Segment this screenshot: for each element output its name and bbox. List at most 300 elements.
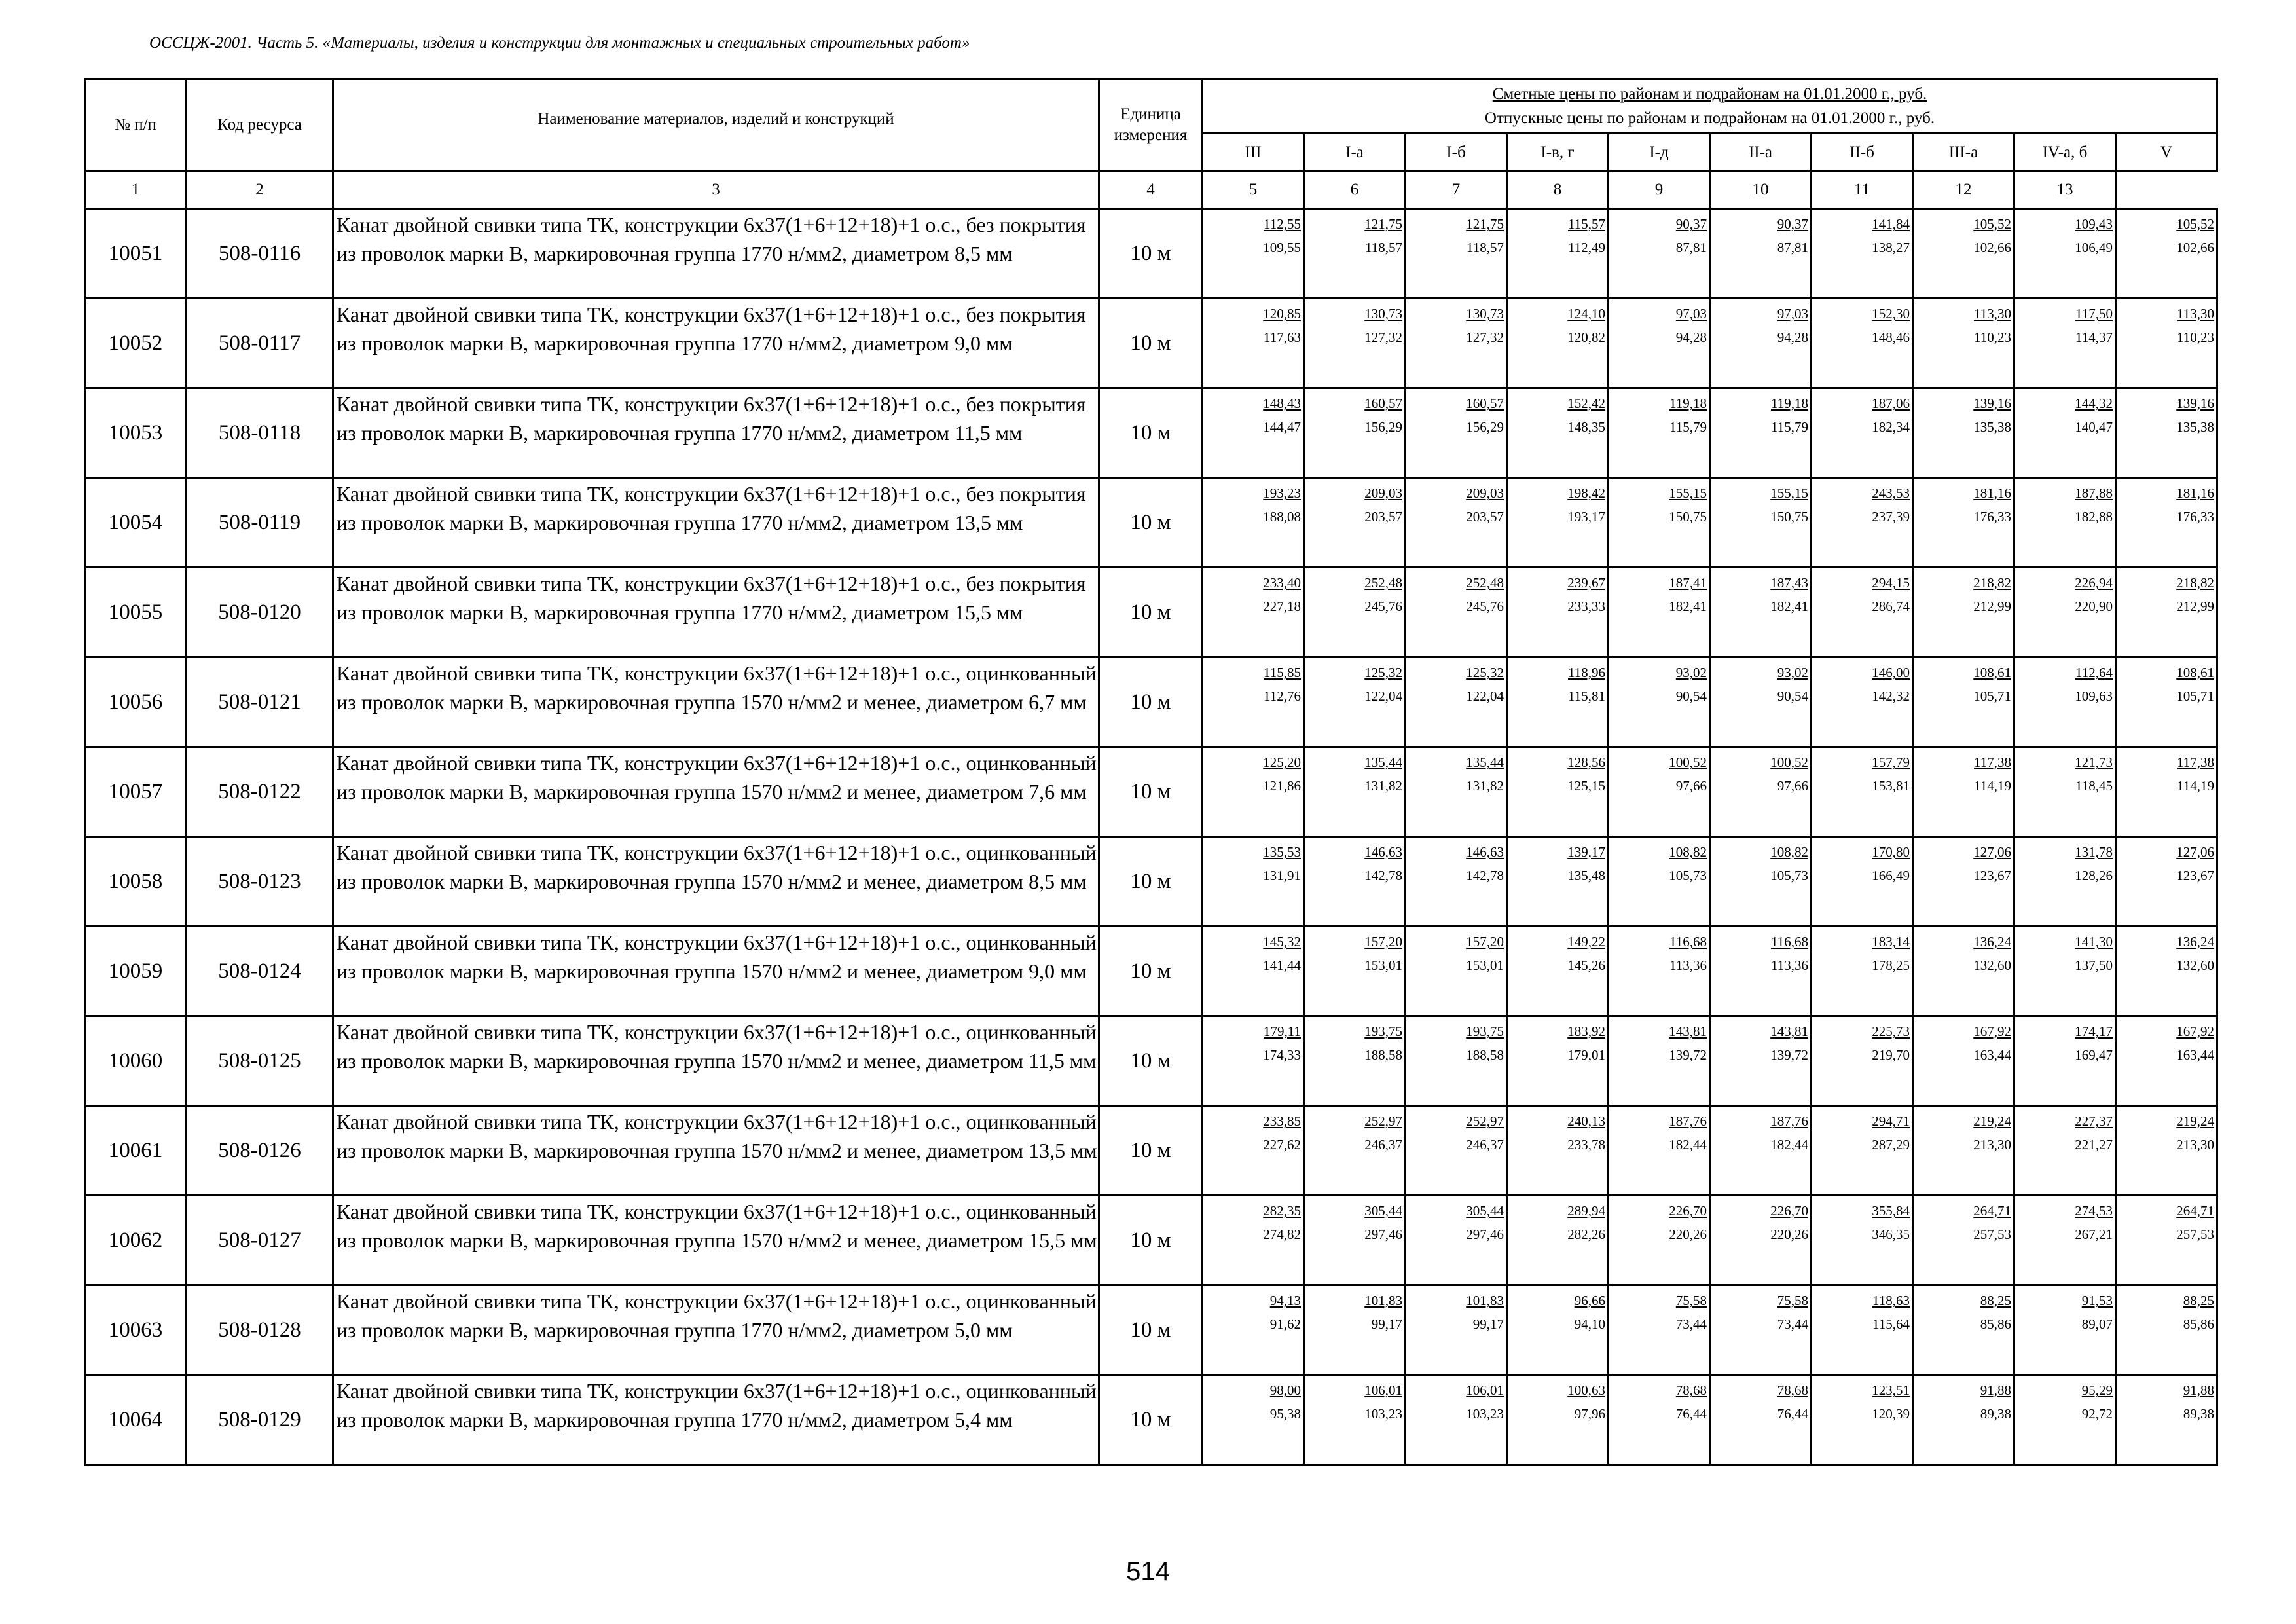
release-price: 176,33 <box>1973 509 2011 525</box>
estimate-price: 135,44 <box>1364 754 1402 770</box>
price-cell <box>1203 478 1304 568</box>
estimate-price: 90,37 <box>1777 216 1808 232</box>
release-price: 297,46 <box>1466 1227 1504 1242</box>
release-price: 90,54 <box>1675 688 1707 704</box>
unit-cell: 10 м <box>1099 388 1203 478</box>
price-cell <box>1406 1106 1507 1196</box>
column-number: 11 <box>1812 172 1913 209</box>
release-price: 76,44 <box>1675 1406 1707 1422</box>
release-price: 153,81 <box>1872 778 1910 794</box>
release-price: 156,29 <box>1364 419 1402 435</box>
price-cell <box>1304 927 1406 1016</box>
estimate-price: 112,64 <box>2075 665 2113 680</box>
release-price: 153,01 <box>1364 957 1402 973</box>
price-cell <box>1406 1285 1507 1375</box>
estimate-price: 226,70 <box>1669 1203 1707 1219</box>
price-cell <box>1406 299 1507 388</box>
release-price: 246,37 <box>1364 1137 1402 1153</box>
price-cell <box>1406 478 1507 568</box>
price-cell <box>1507 1196 1609 1285</box>
price-cell <box>1812 388 1913 478</box>
release-price: 246,37 <box>1466 1137 1504 1153</box>
estimate-price: 167,92 <box>2176 1024 2215 1039</box>
table-row <box>85 747 2217 837</box>
estimate-price: 239,67 <box>1567 575 1605 591</box>
release-price: 140,47 <box>2075 419 2113 435</box>
estimate-price: 187,06 <box>1872 396 1910 411</box>
column-number: 10 <box>1710 172 1812 209</box>
price-cell <box>1812 747 1913 837</box>
estimate-price: 97,03 <box>1675 306 1707 322</box>
estimate-price: 116,68 <box>1669 934 1707 950</box>
release-price: 182,44 <box>1669 1137 1707 1153</box>
material-name: Канат двойной свивки типа ТК, конструкции 6х37(1+6+12+18)+1 о.с., оцинкованный из проволок марки В, маркировочная группа 1770 н/мм2, диаметром 5,4 мм <box>333 1375 1099 1465</box>
release-price: 233,33 <box>1567 599 1605 614</box>
row-number: 10057 <box>85 747 187 837</box>
material-name: Канат двойной свивки типа ТК, конструкции 6х37(1+6+12+18)+1 о.с., без покрытия из проволок марки В, маркировочная группа 1770 н/мм2, диаметром 13,5 мм <box>333 478 1099 568</box>
price-cell <box>2014 1285 2116 1375</box>
release-price: 163,44 <box>2176 1047 2215 1063</box>
release-price: 115,64 <box>1872 1316 1910 1332</box>
estimate-price: 113,30 <box>2177 306 2215 322</box>
estimate-price: 136,24 <box>2176 934 2215 950</box>
release-price: 178,25 <box>1872 957 1910 973</box>
estimate-price: 105,52 <box>1973 216 2011 232</box>
price-cell <box>1406 1375 1507 1465</box>
estimate-price: 181,16 <box>1973 485 2011 501</box>
column-number: 1 <box>85 172 187 209</box>
header-num: № п/п <box>85 79 187 172</box>
column-number: 13 <box>2014 172 2116 209</box>
price-cell <box>1812 1196 1913 1285</box>
price-cell <box>1812 657 1913 747</box>
release-price: 282,26 <box>1567 1227 1605 1242</box>
price-cell <box>1913 927 2014 1016</box>
release-price: 142,32 <box>1872 688 1910 704</box>
resource-code: 508-0121 <box>187 657 333 747</box>
header-region: II-а <box>1710 134 1812 172</box>
price-cell <box>2014 1106 2116 1196</box>
release-price: 148,46 <box>1872 329 1910 345</box>
estimate-price: 120,85 <box>1263 306 1301 322</box>
estimate-price: 123,51 <box>1872 1382 1910 1398</box>
estimate-price: 93,02 <box>1675 665 1707 680</box>
release-price: 182,34 <box>1872 419 1910 435</box>
estimate-price: 218,82 <box>1973 575 2011 591</box>
release-price: 94,28 <box>1777 329 1808 345</box>
material-name: Канат двойной свивки типа ТК, конструкции 6х37(1+6+12+18)+1 о.с., оцинкованный из проволок марки В, маркировочная группа 1770 н/мм2, диаметром 5,0 мм <box>333 1285 1099 1375</box>
release-price: 112,76 <box>1264 688 1301 704</box>
unit-cell: 10 м <box>1099 657 1203 747</box>
estimate-price: 115,85 <box>1264 665 1301 680</box>
estimate-price: 274,53 <box>2075 1203 2113 1219</box>
price-cell <box>1913 388 2014 478</box>
resource-code: 508-0128 <box>187 1285 333 1375</box>
estimate-price: 96,66 <box>1574 1293 1605 1308</box>
estimate-price: 105,52 <box>2176 216 2215 232</box>
estimate-price: 294,71 <box>1872 1113 1910 1129</box>
release-price: 346,35 <box>1872 1227 1910 1242</box>
estimate-price: 152,42 <box>1567 396 1605 411</box>
price-cell <box>1304 568 1406 657</box>
price-cell <box>2014 299 2116 388</box>
release-price: 115,81 <box>1568 688 1605 704</box>
estimate-price: 193,75 <box>1466 1024 1504 1039</box>
estimate-price: 93,02 <box>1777 665 1808 680</box>
estimate-price: 117,50 <box>2075 306 2113 322</box>
estimate-price: 141,30 <box>2075 934 2113 950</box>
price-cell <box>1304 1196 1406 1285</box>
estimate-price: 95,29 <box>2081 1382 2113 1398</box>
row-number: 10062 <box>85 1196 187 1285</box>
release-price: 267,21 <box>2075 1227 2113 1242</box>
unit-cell: 10 м <box>1099 568 1203 657</box>
header-code: Код ресурса <box>187 79 333 172</box>
table-row <box>85 657 2217 747</box>
release-price: 145,26 <box>1567 957 1605 973</box>
release-price: 92,72 <box>2081 1406 2113 1422</box>
estimate-price: 187,76 <box>1770 1113 1808 1129</box>
release-price: 150,75 <box>1669 509 1707 525</box>
estimate-price: 227,37 <box>2075 1113 2113 1129</box>
material-name: Канат двойной свивки типа ТК, конструкции 6х37(1+6+12+18)+1 о.с., оцинкованный из проволок марки В, маркировочная группа 1570 н/мм2 и менее, диаметром 7,6 мм <box>333 747 1099 837</box>
price-cell <box>1812 209 1913 299</box>
row-number: 10063 <box>85 1285 187 1375</box>
unit-cell: 10 м <box>1099 1375 1203 1465</box>
price-cell <box>2116 478 2217 568</box>
release-price: 220,26 <box>1669 1227 1707 1242</box>
resource-code: 508-0129 <box>187 1375 333 1465</box>
release-price: 114,19 <box>1974 778 2011 794</box>
price-cell <box>1710 388 1812 478</box>
page-number: 514 <box>1126 1557 1170 1586</box>
estimate-price: 112,55 <box>1264 216 1301 232</box>
estimate-price: 97,03 <box>1777 306 1808 322</box>
release-price: 163,44 <box>1973 1047 2011 1063</box>
estimate-price: 264,71 <box>2176 1203 2215 1219</box>
material-name: Канат двойной свивки типа ТК, конструкции 6х37(1+6+12+18)+1 о.с., без покрытия из проволок марки В, маркировочная группа 1770 н/мм2, диаметром 15,5 мм <box>333 568 1099 657</box>
release-price: 153,01 <box>1466 957 1504 973</box>
row-number: 10058 <box>85 837 187 927</box>
price-cell <box>2116 209 2217 299</box>
price-cell <box>2014 209 2116 299</box>
estimate-price: 264,71 <box>1973 1203 2011 1219</box>
price-cell <box>1913 1016 2014 1106</box>
price-cell <box>1812 1375 1913 1465</box>
estimate-price: 91,88 <box>2183 1382 2215 1398</box>
release-price: 237,39 <box>1872 509 1910 525</box>
header-prices-release: Отпускные цены по районам и подрайонам на 01.01.2000 г., руб. <box>1484 109 1935 127</box>
price-cell <box>2116 1016 2217 1106</box>
release-price: 182,41 <box>1669 599 1707 614</box>
header-region: V <box>2116 134 2217 172</box>
price-cell <box>1609 478 1710 568</box>
release-price: 115,79 <box>1669 419 1707 435</box>
resource-code: 508-0126 <box>187 1106 333 1196</box>
unit-cell: 10 м <box>1099 209 1203 299</box>
price-cell <box>1710 1106 1812 1196</box>
column-number: 2 <box>187 172 333 209</box>
estimate-price: 100,63 <box>1567 1382 1605 1398</box>
column-number: 5 <box>1203 172 1304 209</box>
estimate-price: 135,53 <box>1263 844 1301 860</box>
price-cell <box>1203 1196 1304 1285</box>
release-price: 90,54 <box>1777 688 1808 704</box>
estimate-price: 157,20 <box>1466 934 1504 950</box>
price-cell <box>1609 927 1710 1016</box>
estimate-price: 88,25 <box>2183 1293 2215 1308</box>
release-price: 213,30 <box>2176 1137 2215 1153</box>
estimate-price: 145,32 <box>1263 934 1301 950</box>
release-price: 257,53 <box>2176 1227 2215 1242</box>
price-cell <box>1913 478 2014 568</box>
price-cell <box>1913 299 2014 388</box>
price-cell <box>1913 1285 2014 1375</box>
release-price: 110,23 <box>2177 329 2215 345</box>
release-price: 105,71 <box>2176 688 2215 704</box>
release-price: 139,72 <box>1669 1047 1707 1063</box>
estimate-price: 157,79 <box>1872 754 1910 770</box>
estimate-price: 157,20 <box>1364 934 1402 950</box>
price-cell <box>1304 299 1406 388</box>
price-cell <box>1507 1016 1609 1106</box>
price-cell <box>1203 1106 1304 1196</box>
price-cell <box>1812 478 1913 568</box>
estimate-price: 108,61 <box>2176 665 2215 680</box>
release-price: 127,32 <box>1364 329 1402 345</box>
price-cell <box>1913 1106 2014 1196</box>
price-cell <box>2116 299 2217 388</box>
release-price: 114,19 <box>2177 778 2215 794</box>
price-cell <box>1609 1106 1710 1196</box>
price-cell <box>1203 927 1304 1016</box>
price-cell <box>1507 747 1609 837</box>
price-cell <box>1710 1016 1812 1106</box>
release-price: 188,08 <box>1263 509 1301 525</box>
price-cell <box>1507 657 1609 747</box>
material-name: Канат двойной свивки типа ТК, конструкции 6х37(1+6+12+18)+1 о.с., без покрытия из проволок марки В, маркировочная группа 1770 н/мм2, диаметром 8,5 мм <box>333 209 1099 299</box>
price-cell <box>1406 837 1507 927</box>
release-price: 105,71 <box>1973 688 2011 704</box>
resource-code: 508-0124 <box>187 927 333 1016</box>
estimate-price: 187,43 <box>1770 575 1808 591</box>
release-price: 137,50 <box>2075 957 2113 973</box>
release-price: 125,15 <box>1567 778 1605 794</box>
release-price: 203,57 <box>1466 509 1504 525</box>
price-cell <box>1304 1285 1406 1375</box>
row-number: 10051 <box>85 209 187 299</box>
estimate-price: 91,88 <box>1980 1382 2011 1398</box>
estimate-price: 146,00 <box>1872 665 1910 680</box>
price-cell <box>1203 1375 1304 1465</box>
estimate-price: 218,82 <box>2176 575 2215 591</box>
estimate-price: 100,52 <box>1770 754 1808 770</box>
row-number: 10059 <box>85 927 187 1016</box>
price-cell <box>2116 1375 2217 1465</box>
unit-cell: 10 м <box>1099 1196 1203 1285</box>
release-price: 127,32 <box>1466 329 1504 345</box>
row-number: 10060 <box>85 1016 187 1106</box>
release-price: 144,47 <box>1263 419 1301 435</box>
release-price: 122,04 <box>1364 688 1402 704</box>
release-price: 131,82 <box>1364 778 1402 794</box>
price-table <box>84 78 2218 1466</box>
price-cell <box>1710 1196 1812 1285</box>
release-price: 220,26 <box>1770 1227 1808 1242</box>
header-unit: Единица измерения <box>1099 79 1203 172</box>
release-price: 188,58 <box>1364 1047 1402 1063</box>
material-name: Канат двойной свивки типа ТК, конструкции 6х37(1+6+12+18)+1 о.с., оцинкованный из проволок марки В, маркировочная группа 1570 н/мм2 и менее, диаметром 11,5 мм <box>333 1016 1099 1106</box>
price-cell <box>1812 299 1913 388</box>
header-region: I-д <box>1609 134 1710 172</box>
estimate-price: 146,63 <box>1466 844 1504 860</box>
release-price: 99,17 <box>1371 1316 1402 1332</box>
release-price: 132,60 <box>1973 957 2011 973</box>
estimate-price: 225,73 <box>1872 1024 1910 1039</box>
table-row <box>85 1106 2217 1196</box>
release-price: 131,91 <box>1263 868 1301 883</box>
release-price: 95,38 <box>1269 1406 1301 1422</box>
estimate-price: 106,01 <box>1364 1382 1402 1398</box>
release-price: 286,74 <box>1872 599 1910 614</box>
price-cell <box>1507 1106 1609 1196</box>
estimate-price: 187,88 <box>2075 485 2113 501</box>
release-price: 91,62 <box>1269 1316 1301 1332</box>
column-number: 12 <box>1913 172 2014 209</box>
release-price: 118,45 <box>2075 778 2113 794</box>
material-name: Канат двойной свивки типа ТК, конструкции 6х37(1+6+12+18)+1 о.с., оцинкованный из проволок марки В, маркировочная группа 1570 н/мм2 и менее, диаметром 15,5 мм <box>333 1196 1099 1285</box>
price-cell <box>1609 568 1710 657</box>
release-price: 139,72 <box>1770 1047 1808 1063</box>
release-price: 203,57 <box>1364 509 1402 525</box>
row-number: 10053 <box>85 388 187 478</box>
estimate-price: 252,48 <box>1466 575 1504 591</box>
row-number: 10056 <box>85 657 187 747</box>
price-cell <box>2014 657 2116 747</box>
price-cell <box>2014 568 2116 657</box>
price-cell <box>1507 299 1609 388</box>
price-cell <box>1609 1375 1710 1465</box>
price-cell <box>1710 837 1812 927</box>
release-price: 122,04 <box>1466 688 1504 704</box>
price-cell <box>1203 837 1304 927</box>
price-cell <box>1304 209 1406 299</box>
price-cell <box>2116 568 2217 657</box>
release-price: 94,28 <box>1675 329 1707 345</box>
price-cell <box>1710 1285 1812 1375</box>
estimate-price: 143,81 <box>1770 1024 1808 1039</box>
price-cell <box>2014 478 2116 568</box>
table-row <box>85 299 2217 388</box>
column-number: 9 <box>1609 172 1710 209</box>
estimate-price: 233,40 <box>1263 575 1301 591</box>
material-name: Канат двойной свивки типа ТК, конструкции 6х37(1+6+12+18)+1 о.с., оцинкованный из проволок марки В, маркировочная группа 1570 н/мм2 и менее, диаметром 6,7 мм <box>333 657 1099 747</box>
price-cell <box>1507 209 1609 299</box>
estimate-price: 305,44 <box>1364 1203 1402 1219</box>
material-name: Канат двойной свивки типа ТК, конструкции 6х37(1+6+12+18)+1 о.с., без покрытия из проволок марки В, маркировочная группа 1770 н/мм2, диаметром 11,5 мм <box>333 388 1099 478</box>
estimate-price: 121,73 <box>2075 754 2113 770</box>
table-row <box>85 478 2217 568</box>
price-cell <box>1406 568 1507 657</box>
price-cell <box>1913 657 2014 747</box>
release-price: 142,78 <box>1364 868 1402 883</box>
price-cell <box>1203 209 1304 299</box>
price-cell <box>2014 1196 2116 1285</box>
release-price: 128,26 <box>2075 868 2113 883</box>
estimate-price: 90,37 <box>1675 216 1707 232</box>
estimate-price: 141,84 <box>1872 216 1910 232</box>
column-number: 4 <box>1099 172 1203 209</box>
release-price: 193,17 <box>1567 509 1605 525</box>
estimate-price: 117,38 <box>1974 754 2011 770</box>
price-cell <box>1203 657 1304 747</box>
release-price: 85,86 <box>2183 1316 2215 1332</box>
release-price: 166,49 <box>1872 868 1910 883</box>
release-price: 89,38 <box>1980 1406 2011 1422</box>
estimate-price: 78,68 <box>1675 1382 1707 1398</box>
release-price: 287,29 <box>1872 1137 1910 1153</box>
estimate-price: 121,75 <box>1364 216 1402 232</box>
release-price: 135,38 <box>1973 419 2011 435</box>
estimate-price: 155,15 <box>1770 485 1808 501</box>
release-price: 135,38 <box>2176 419 2215 435</box>
estimate-price: 127,06 <box>2176 844 2215 860</box>
release-price: 102,66 <box>1973 240 2011 255</box>
estimate-price: 305,44 <box>1466 1203 1504 1219</box>
price-cell <box>2116 1285 2217 1375</box>
estimate-price: 101,83 <box>1466 1293 1504 1308</box>
release-price: 105,73 <box>1770 868 1808 883</box>
price-cell <box>1812 927 1913 1016</box>
release-price: 174,33 <box>1263 1047 1301 1063</box>
price-cell <box>1304 1016 1406 1106</box>
release-price: 99,17 <box>1472 1316 1504 1332</box>
estimate-price: 109,43 <box>2075 216 2113 232</box>
release-price: 219,70 <box>1872 1047 1910 1063</box>
estimate-price: 130,73 <box>1364 306 1402 322</box>
resource-code: 508-0116 <box>187 209 333 299</box>
release-price: 114,37 <box>2075 329 2113 345</box>
resource-code: 508-0120 <box>187 568 333 657</box>
price-cell <box>1406 747 1507 837</box>
release-price: 221,27 <box>2075 1137 2113 1153</box>
header-region: III-а <box>1913 134 2014 172</box>
header-prices-caption <box>1203 79 2217 134</box>
price-cell <box>1304 1106 1406 1196</box>
release-price: 220,90 <box>2075 599 2113 614</box>
table-row <box>85 927 2217 1016</box>
release-price: 73,44 <box>1675 1316 1707 1332</box>
estimate-price: 115,57 <box>1568 216 1605 232</box>
header-region: III <box>1203 134 1304 172</box>
price-cell <box>1609 1285 1710 1375</box>
release-price: 123,67 <box>1973 868 2011 883</box>
estimate-price: 174,17 <box>2075 1024 2113 1039</box>
price-cell <box>2014 927 2116 1016</box>
estimate-price: 91,53 <box>2081 1293 2113 1308</box>
estimate-price: 219,24 <box>1973 1113 2011 1129</box>
row-number: 10061 <box>85 1106 187 1196</box>
price-cell <box>2116 747 2217 837</box>
release-price: 76,44 <box>1777 1406 1808 1422</box>
release-price: 103,23 <box>1364 1406 1402 1422</box>
release-price: 113,36 <box>1669 957 1707 973</box>
release-price: 131,82 <box>1466 778 1504 794</box>
release-price: 89,38 <box>2183 1406 2215 1422</box>
price-cell <box>1913 1375 2014 1465</box>
release-price: 115,79 <box>1771 419 1808 435</box>
price-cell <box>1304 388 1406 478</box>
